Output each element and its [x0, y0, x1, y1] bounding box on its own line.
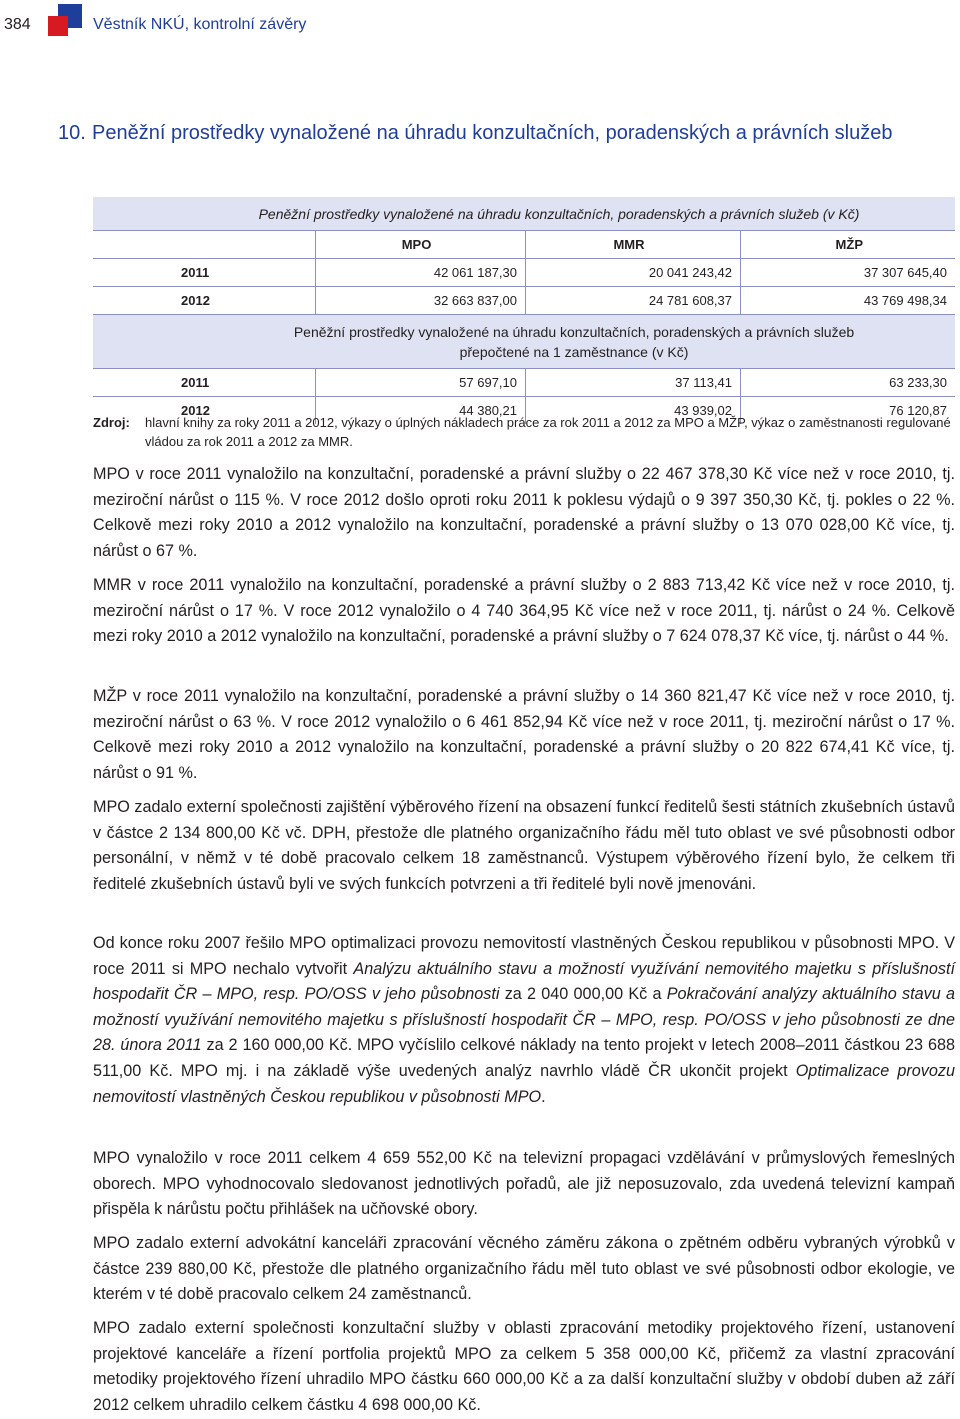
journal-title: Věstník NKÚ, kontrolní závěry — [93, 16, 307, 33]
table-header-row — [93, 230, 955, 258]
source-text: hlavní knihy za roky 2011 a 2012, výkazy o úplných nákladech práce za rok 2011 a 2012 za MPO a MŽP, výkaz o zaměstnanosti regulované vládou za rok 2011 a 2012 za MMR. — [145, 415, 951, 449]
cell-mmr: 20 041 243,42 — [525, 259, 740, 286]
source-label: Zdroj: — [93, 415, 130, 430]
table-caption-per-employee — [93, 314, 955, 368]
row-year: 2011 — [181, 265, 210, 280]
row-year: 2012 — [181, 293, 210, 308]
caption-line-2: přepočtené na 1 zaměstnance (v Kč) — [459, 344, 689, 360]
paragraph-mzp: MŽP v roce 2011 vynaložilo na konzultační, poradenské a právní služby o 14 360 821,47 Kč více než v roce 2010, tj. meziroční nárůst o 63 %. V roce 2012 vynaložilo o 6 461 852,94 Kč více než v roce 2011, tj. meziroční nárůst o 17 %. Celkově mezi roky 2010 a 2012 vynaložilo na konzultační, poradenské a právní služby o 20 822 674,41 Kč více, tj. nárůst o 91 %. — [93, 687, 955, 782]
column-header-mmr: MMR — [525, 231, 740, 258]
paragraph-tv-promotion: MPO vynaložilo v roce 2011 celkem 4 659 552,00 Kč na televizní propagaci vzdělávání v průmyslových řemeslných oborech. MPO vyhodnocovalo sledovanost jednotlivých pořadů, ale již neposuzovalo, zda uvedená televizní kampaň přispěla k nárůstu počtu přihlášek na učňovské obory. — [93, 1149, 955, 1219]
analysis-title: Analýzu aktuálního stavu a možností využívání nemovitého majetku s příslušností hospodařit ČR – MPO, resp. PO/OSS v jeho působnosti — [93, 959, 955, 1004]
caption-line-1: Peněžní prostředky vynaložené na úhradu konzultačních, poradenských a právních služeb — [293, 324, 855, 340]
column-header-mpo: MPO — [315, 231, 525, 258]
cell-mpo: 42 061 187,30 — [315, 259, 525, 286]
paragraph-mmr: MMR v roce 2011 vynaložilo na konzultační, poradenské a právní služby o 2 883 713,42 Kč více než v roce 2010, tj. meziroční nárůst o 17 %. V roce 2012 vynaložilo o 4 740 364,95 Kč více než v roce 2011, tj. nárůst o 24 %. Celkově mezi roky 2010 a 2012 vynaložilo na konzultační, poradenské a právní služby o 7 624 078,37 Kč více, tj. nárůst o 44 %. — [93, 576, 955, 646]
column-header-mzp: MŽP — [740, 231, 955, 258]
table-row — [93, 286, 955, 314]
section-number: 10. — [58, 122, 86, 144]
cell-mpo: 57 697,10 — [315, 369, 525, 396]
continuation-title: Pokračování analýzy aktuálního stavu a možností využívání nemovitého majetku s příslušností hospodařit ČR – MPO, resp. PO/OSS v jeho působnosti ze dne 28. února 2011 — [93, 985, 956, 1055]
p5-part-e: za 2 160 000,00 Kč. MPO vyčíslilo celkové náklady na tento projekt v letech 2008–2011 částkou 23 688 511,00 Kč. MPO mj. i na základě výše uvedených analýz navrhlo vládě ČR ukončit projekt — [93, 1036, 955, 1080]
logo-red-square — [48, 16, 68, 36]
cell-mzp: 43 769 498,34 — [740, 287, 955, 314]
paragraph-project-management: MPO zadalo externí společnosti konzultační služby v oblasti zpracování metodiky projektového řízení, ustanovení projektové kanceláře a řízení portfolia projektů MPO za celkem 5 358 000,00 Kč, přičemž za vlastní zpracování metodiky projektového řízení uhradilo MPO částku 660 000,00 Kč a za další konzultační služby v období duben až září 2012 celkem uhradilo celkem částku 4 698 000,00 Kč. — [93, 1319, 955, 1414]
p5-part-a: Od konce roku 2007 řešilo MPO optimalizaci provozu nemovitostí vlastněných Českou republikou v působnosti MPO. V roce 2011 si MPO nechalo vytvořit — [93, 934, 955, 978]
cell-mzp: 76 120,87 — [740, 397, 955, 424]
paragraph-selection: MPO zadalo externí společnosti zajištění výběrového řízení na obsazení funkcí ředitelů šesti státních zkušebních ústavů v částce 2 134 800,00 Kč vč. DPH, přestože dle platného organizačního řádu měl tuto oblast ve své působnosti odbor personální, v němž v té době pracovalo celkem 18 zaměstnanců. Výstupem výběrového řízení bylo, že celkem tři ředitelé zkušebních ústavů byli ve svých funkcích potvrzeni a tři ředitelé byli nově jmenováni. — [93, 798, 955, 893]
table-caption: Peněžní prostředky vynaložené na úhradu konzultačních, poradenských a právních služeb (v Kč) — [93, 197, 955, 230]
table-row — [93, 368, 955, 396]
cell-mzp: 63 233,30 — [740, 369, 955, 396]
paragraph-law-firm: MPO zadalo externí advokátní kanceláři zpracování věcného záměru zákona o zpětném odběru vybraných výrobků v částce 239 880,00 Kč, přestože dle platného organizačního řádu měl tuto oblast ve své působnosti odbor ekologie, ve kterém v té době pracovalo celkem 24 zaměstnanců. — [93, 1234, 955, 1304]
cell-mmr: 37 113,41 — [525, 369, 740, 396]
paragraph-optimization — [93, 931, 955, 1110]
cell-mmr: 43 939,02 — [525, 397, 740, 424]
row-year: 2011 — [181, 375, 210, 390]
cell-mpo: 44 380,21 — [315, 397, 525, 424]
paragraph-mpo: MPO v roce 2011 vynaložilo na konzultační, poradenské a právní služby o 22 467 378,30 Kč více než v roce 2010, tj. meziroční nárůst o 115 %. V roce 2012 došlo oproti roku 2011 k poklesu výdajů o 9 397 350,30 Kč, tj. pokles o 22 %. Celkově mezi roky 2010 a 2012 vynaložilo na konzultační, poradenské a právní služby o 13 070 028,00 Kč více, tj. nárůst o 67 %. — [93, 465, 955, 560]
cell-mzp: 37 307 645,40 — [740, 259, 955, 286]
table-row — [93, 258, 955, 286]
page-header — [0, 0, 960, 52]
page-number: 384 — [4, 16, 31, 33]
nku-logo — [48, 4, 82, 38]
expenses-table — [93, 197, 955, 424]
p5-part-g: . — [541, 1087, 546, 1106]
row-year: 2012 — [181, 403, 210, 418]
cell-mmr: 24 781 608,37 — [525, 287, 740, 314]
p5-part-c: za 2 040 000,00 Kč a — [499, 985, 667, 1004]
cell-mpo: 32 663 837,00 — [315, 287, 525, 314]
project-title: Optimalizace provozu nemovitostí vlastněných Českou republikou v působnosti MPO — [93, 1061, 955, 1106]
section-title-text: Peněžní prostředky vynaložené na úhradu konzultačních, poradenských a právních služeb — [92, 122, 893, 144]
